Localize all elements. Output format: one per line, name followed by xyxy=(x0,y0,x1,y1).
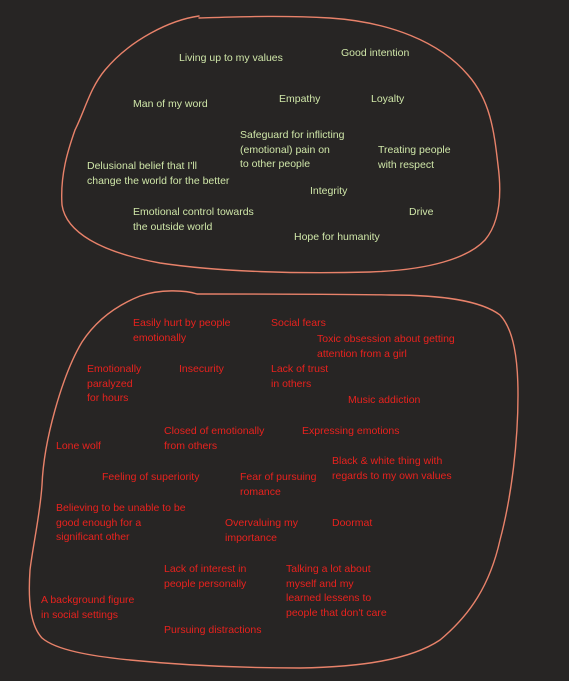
negative-item: Lack of trust in others xyxy=(271,363,329,390)
positive-item: Delusional belief that I'll change the world for the better xyxy=(87,160,230,187)
positive-item: Integrity xyxy=(310,185,348,197)
negative-item: Talking a lot about myself and my learned lessens to people that don't care xyxy=(286,563,387,619)
negative-item: Overvaluing my importance xyxy=(225,517,298,544)
negative-item: Toxic obsession about getting attention from a girl xyxy=(317,333,455,360)
positive-item: Treating people with respect xyxy=(378,144,451,171)
negative-item: Lack of interest in people personally xyxy=(164,563,247,590)
positive-item: Safeguard for inflicting (emotional) pain on to other people xyxy=(240,129,345,171)
positive-item: Good intention xyxy=(341,47,410,59)
positive-item: Loyalty xyxy=(371,93,405,105)
negative-item: Social fears xyxy=(271,317,326,329)
positive-item: Emotional control towards the outside world xyxy=(133,206,254,233)
negative-item: Emotionally paralyzed for hours xyxy=(87,363,142,405)
negative-item: Believing to be unable to be good enough for a significant other xyxy=(56,502,186,544)
positive-item: Living up to my values xyxy=(179,52,283,64)
negative-item: Doormat xyxy=(332,517,373,529)
positive-item: Drive xyxy=(409,206,434,218)
negative-item: Lone wolf xyxy=(56,440,101,452)
positive-item: Empathy xyxy=(279,93,321,105)
positive-item: Man of my word xyxy=(133,98,208,110)
negative-item: Easily hurt by people emotionally xyxy=(133,317,231,344)
negative-item: Feeling of superiority xyxy=(102,471,200,483)
negative-item: Fear of pursuing romance xyxy=(240,471,317,498)
positive-item: Hope for humanity xyxy=(294,231,380,243)
negative-item: Pursuing distractions xyxy=(164,624,262,636)
negative-item: Music addiction xyxy=(348,394,421,406)
negative-item: Expressing emotions xyxy=(302,425,400,437)
negative-item: Black & white thing with regards to my own values xyxy=(332,455,452,482)
negative-item: Closed of emotionally from others xyxy=(164,425,265,452)
negative-item: Insecurity xyxy=(179,363,224,375)
negative-item: A background figure in social settings xyxy=(41,594,135,621)
